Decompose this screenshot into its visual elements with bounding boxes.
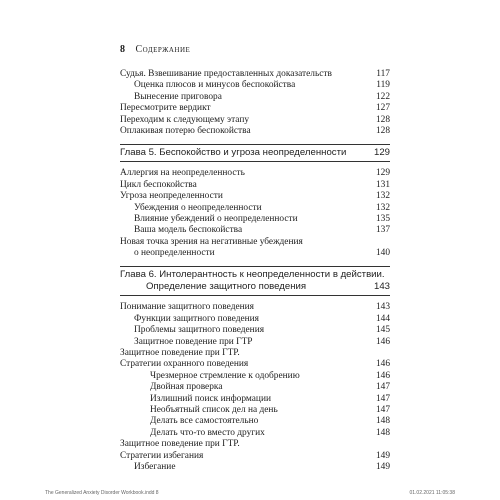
toc-entry	[120, 237, 390, 248]
chapter-page: 143	[373, 281, 390, 293]
toc-entry-page: 131	[375, 179, 390, 190]
toc-entry-page: 132	[375, 191, 390, 202]
toc-entry-page: 146	[375, 370, 390, 381]
toc-entry	[120, 348, 390, 359]
chapter-6-heading	[120, 266, 390, 296]
toc-entry-page: 132	[375, 202, 390, 213]
toc-entry-text: Аллергия на неопределенность	[120, 168, 245, 179]
toc-entry	[120, 371, 390, 382]
chapter-title-line-1: Глава 6. Интолерантность к неопределенности в действии.	[120, 269, 385, 281]
toc-entry-text: Оплакивая потерю беспокойства	[120, 125, 251, 136]
toc-entry-text: Оценка плюсов и минусов беспокойства	[134, 80, 296, 91]
toc-entry	[120, 69, 390, 80]
toc-entry-text: Понимание защитного поведения	[120, 302, 254, 313]
page-number: 8	[120, 44, 125, 55]
toc-entry-text: Стратегии охранного поведения	[120, 359, 249, 370]
running-title: Содержание	[135, 44, 191, 55]
toc-entry	[120, 314, 390, 325]
chapter-page: 129	[373, 147, 390, 159]
toc-entry	[120, 439, 390, 450]
table-of-contents	[120, 69, 390, 473]
toc-entry-page: 119	[376, 80, 390, 91]
footer-timestamp: 01.02.2021 11:05:38	[409, 490, 455, 496]
toc-entry-page: 128	[375, 114, 390, 125]
toc-section-2	[120, 168, 390, 259]
toc-entry	[120, 214, 390, 225]
toc-entry-text: Убеждения о неопределенности	[134, 202, 262, 213]
toc-entry-text: Новая точка зрения на негативные убеждения	[120, 236, 303, 247]
toc-entry	[120, 302, 390, 313]
toc-entry	[120, 180, 390, 191]
toc-entry-page: 147	[375, 404, 390, 415]
toc-entry	[120, 191, 390, 202]
toc-entry-text: Ваша модель беспокойства	[134, 225, 243, 236]
toc-entry	[120, 80, 390, 91]
toc-entry	[120, 115, 390, 126]
toc-entry	[120, 325, 390, 336]
toc-entry-text: Делать все самостоятельно	[150, 416, 259, 427]
toc-entry-page: 146	[375, 359, 390, 370]
running-head	[120, 44, 190, 55]
toc-entry-page: 146	[375, 336, 390, 347]
toc-entry	[120, 416, 390, 427]
toc-entry	[120, 92, 390, 103]
toc-entry-text: Пересмотрите вердикт	[120, 103, 211, 114]
toc-section-1	[120, 69, 390, 137]
toc-entry-page: 137	[375, 225, 390, 236]
toc-entry-text: Излишний поиск информации	[150, 393, 271, 404]
toc-entry-text: Избегание	[134, 461, 176, 472]
chapter-title: Глава 5. Беспокойство и угроза неопределенности	[120, 147, 347, 159]
toc-entry-page: 145	[375, 325, 390, 336]
toc-entry-page: 144	[375, 313, 390, 324]
toc-entry-page: 148	[375, 416, 390, 427]
toc-entry-page: 128	[375, 125, 390, 136]
toc-entry	[120, 337, 390, 348]
toc-entry-page: 149	[375, 461, 390, 472]
toc-entry-text: Угроза неопределенности	[120, 191, 223, 202]
toc-entry-text: о неопределенности	[134, 248, 215, 259]
toc-entry-text: Вынесение приговора	[134, 91, 222, 102]
toc-entry-text: Двойная проверка	[150, 382, 223, 393]
toc-entry-page: 127	[375, 103, 390, 114]
toc-entry-text: Влияние убеждений о неопределенности	[134, 213, 298, 224]
toc-entry	[120, 203, 390, 214]
toc-entry-text: Защитное поведение при ГТР	[134, 336, 253, 347]
toc-entry-text: Защитное поведение при ГТР.	[120, 348, 240, 359]
toc-entry-page: 147	[375, 382, 390, 393]
toc-entry-page: 122	[375, 91, 390, 102]
toc-entry-page: 129	[375, 168, 390, 179]
toc-entry-page: 140	[375, 248, 390, 259]
toc-entry	[120, 451, 390, 462]
chapter-5-heading	[120, 144, 390, 162]
toc-entry-text: Стратегии избегания	[120, 450, 204, 461]
toc-entry-text: Цикл беспокойства	[120, 179, 197, 190]
toc-entry-page: 117	[376, 69, 390, 79]
toc-entry-text: Переходим к следующему этапу	[120, 114, 250, 125]
toc-entry-text: Необъятный список дел на день	[150, 404, 278, 415]
toc-entry-text: Защитное поведение при ГТР.	[120, 439, 240, 450]
toc-entry-text: Функции защитного поведения	[134, 313, 259, 324]
toc-entry	[120, 382, 390, 393]
toc-entry-page: 135	[375, 213, 390, 224]
toc-section-3	[120, 302, 390, 473]
toc-entry-text: Судья. Взвешивание предоставленных доказательств	[120, 69, 332, 79]
toc-entry-page: 149	[375, 450, 390, 461]
footer-file-name: The Generalized Anxiety Disorder Workbook.indd 8	[45, 490, 159, 496]
toc-entry-page: 143	[375, 302, 390, 313]
toc-entry	[120, 168, 390, 179]
toc-entry	[120, 359, 390, 370]
chapter-title-line-2: Определение защитного поведения	[146, 281, 307, 293]
toc-entry-page: 147	[375, 393, 390, 404]
toc-entry-page: 148	[375, 427, 390, 438]
toc-entry-text: Проблемы защитного поведения	[134, 325, 265, 336]
toc-entry	[120, 225, 390, 236]
toc-entry	[120, 462, 390, 473]
toc-entry	[120, 248, 390, 259]
toc-entry	[120, 126, 390, 137]
toc-entry	[120, 394, 390, 405]
toc-entry-text: Чрезмерное стремление к одобрению	[150, 370, 300, 381]
toc-entry	[120, 428, 390, 439]
toc-entry	[120, 103, 390, 114]
toc-entry	[120, 405, 390, 416]
toc-entry-text: Делать что-то вместо других	[150, 427, 265, 438]
